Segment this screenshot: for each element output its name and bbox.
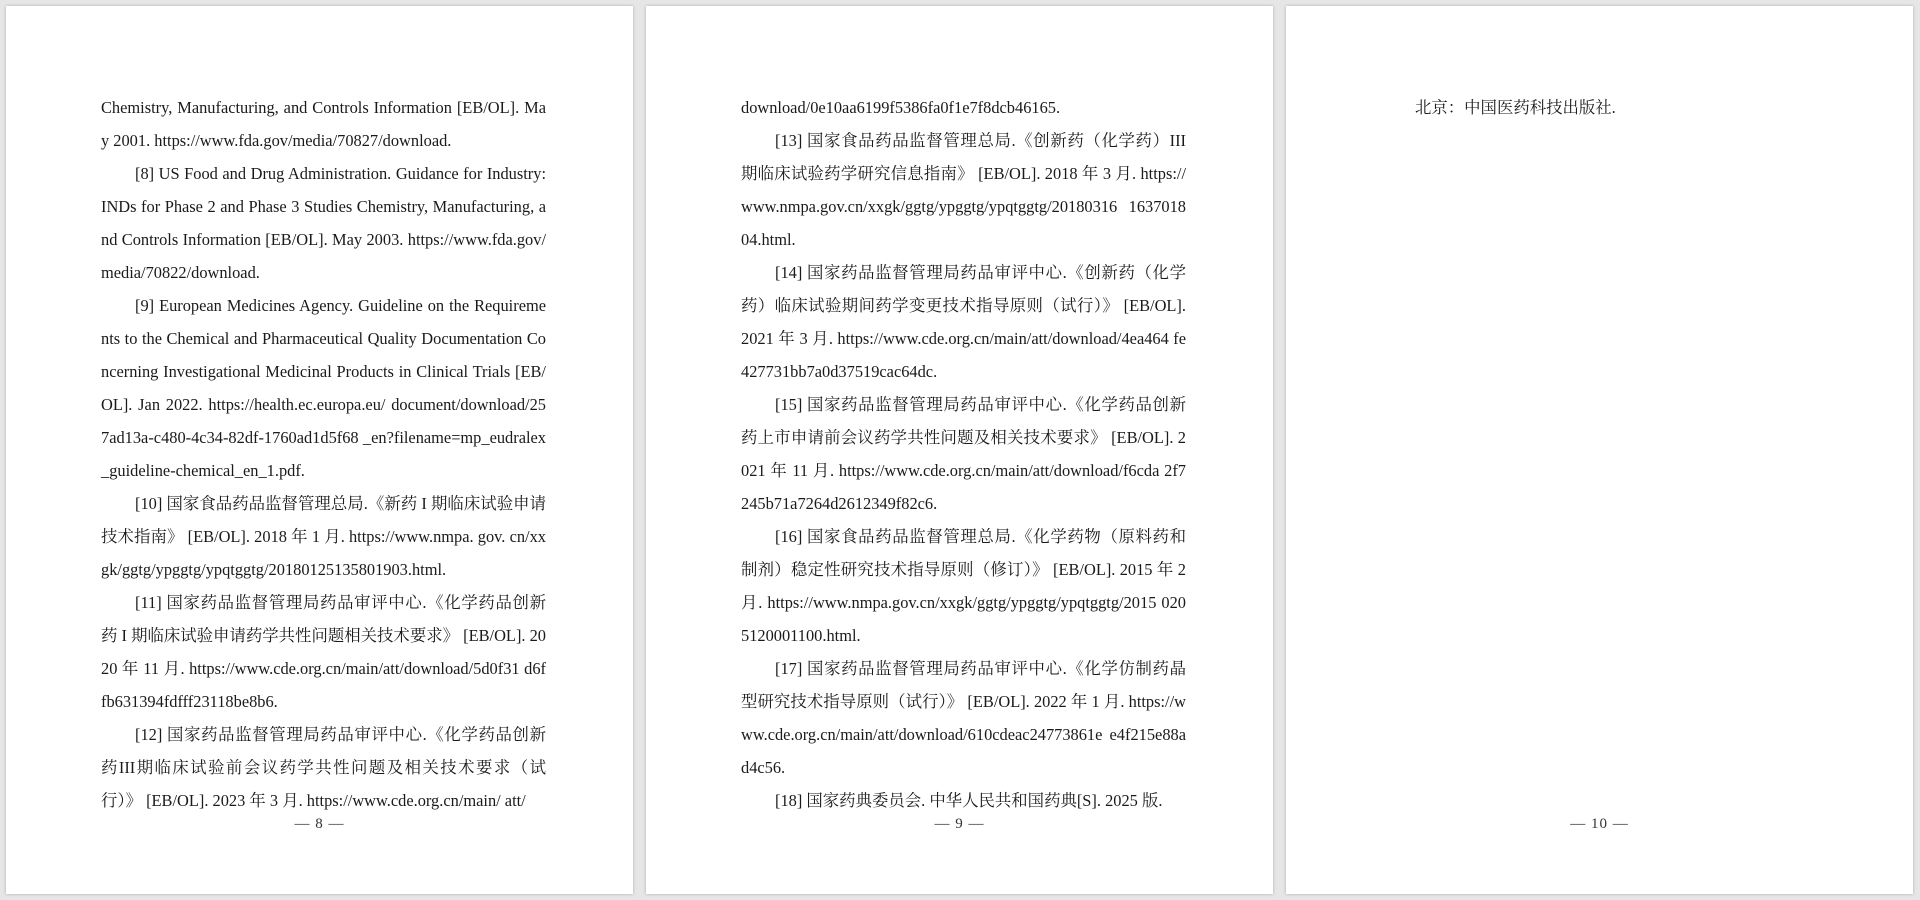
reference-continuation: download/0e10aa6199f5386fa0f1e7f8dcb46165.: [741, 98, 1061, 117]
page-10: [1286, 6, 1913, 894]
page-body: [741, 91, 1186, 817]
page-8: [6, 6, 633, 894]
reference-entry-16: [16] 国家食品药品监督管理总局.《化学药物（原料药和制剂）稳定性研究技术指导原则（修订）》 [EB/OL]. 2015 年 2 月. https://www.nmpa.gov.cn/xxgk/ggtg/ypggtg/ypqtggtg/2015 0205120001100.html.: [741, 527, 1186, 645]
page-body: [1381, 91, 1826, 124]
reference-entry-10: [10] 国家食品药品监督管理总局.《新药 I 期临床试验申请技术指南》 [EB/OL]. 2018 年 1 月. https://www.nmpa. gov. cn/xxgk/ggtg/ypggtg/ypqtggtg/20180125135801903.html.: [101, 494, 546, 579]
reference-entry-13: [13] 国家食品药品监督管理总局.《创新药（化学药）III期临床试验药学研究信息指南》 [EB/OL]. 2018 年 3 月. https://www.nmpa.gov.cn/xxgk/ggtg/ypggtg/ypqtggtg/20180316 163701804.html.: [741, 131, 1186, 249]
page-number: — 8 —: [294, 816, 345, 832]
reference-entry-8: [8] US Food and Drug Administration. Guidance for Industry: INDs for Phase 2 and Phase 3 Studies Chemistry, Manufacturing, and Controls Information [EB/OL]. May 2003. https://www.fda.gov/media/70822/download.: [101, 164, 546, 282]
reference-entry-9: [9] European Medicines Agency. Guideline on the Requirements to the Chemical and Pharmaceutical Quality Documentation Concerning Investigational Medicinal Products in Clinical Trials [EB/OL]. Jan 2022. https://health.ec.europa.eu/ document/download/257ad13a-c480-4c34-82df-1760ad1d5f68 _en?filename=mp_eudralex_guideline-chemical_en_1.pdf.: [101, 296, 546, 480]
reference-continuation: Chemistry, Manufacturing, and Controls Information [EB/OL]. May 2001. https://www.fda.gov/media/70827/download.: [101, 98, 546, 150]
reference-entry-14: [14] 国家药品监督管理局药品审评中心.《创新药（化学药）临床试验期间药学变更技术指导原则（试行）》 [EB/OL]. 2021 年 3 月. https://www.cde.org.cn/main/att/download/4ea464 fe427731bb7a0d37519cac64dc.: [741, 263, 1186, 381]
page-9: [646, 6, 1273, 894]
page-number: — 9 —: [934, 816, 985, 832]
reference-continuation: 北京：中国医药科技出版社.: [1415, 98, 1616, 117]
reference-entry-11: [11] 国家药品监督管理局药品审评中心.《化学药品创新药 I 期临床试验申请药学共性问题相关技术要求》 [EB/OL]. 2020 年 11 月. https://www.cde.org.cn/main/att/download/5d0f31 d6ffb631394fdfff23118be8b6.: [101, 593, 546, 711]
page-number: — 10 —: [1570, 816, 1629, 832]
reference-entry-12: [12] 国家药品监督管理局药品审评中心.《化学药品创新药III期临床试验前会议药学共性问题及相关技术要求（试行）》 [EB/OL]. 2023 年 3 月. https://www.cde.org.cn/main/ att/: [101, 725, 546, 810]
reference-entry-17: [17] 国家药品监督管理局药品审评中心.《化学仿制药晶型研究技术指导原则（试行）》 [EB/OL]. 2022 年 1 月. https://www.cde.org.cn/main/att/download/610cdeac24773861e e4f215e88ad4c56.: [741, 659, 1186, 777]
reference-entry-15: [15] 国家药品监督管理局药品审评中心.《化学药品创新药上市申请前会议药学共性问题及相关技术要求》 [EB/OL]. 2021 年 11 月. https://www.cde.org.cn/main/att/download/f6cda 2f7245b71a7264d2612349f82c6.: [741, 395, 1186, 513]
reference-entry-18: [18] 国家药典委员会. 中华人民共和国药典[S]. 2025 版.: [775, 791, 1163, 810]
page-body: [101, 91, 546, 817]
